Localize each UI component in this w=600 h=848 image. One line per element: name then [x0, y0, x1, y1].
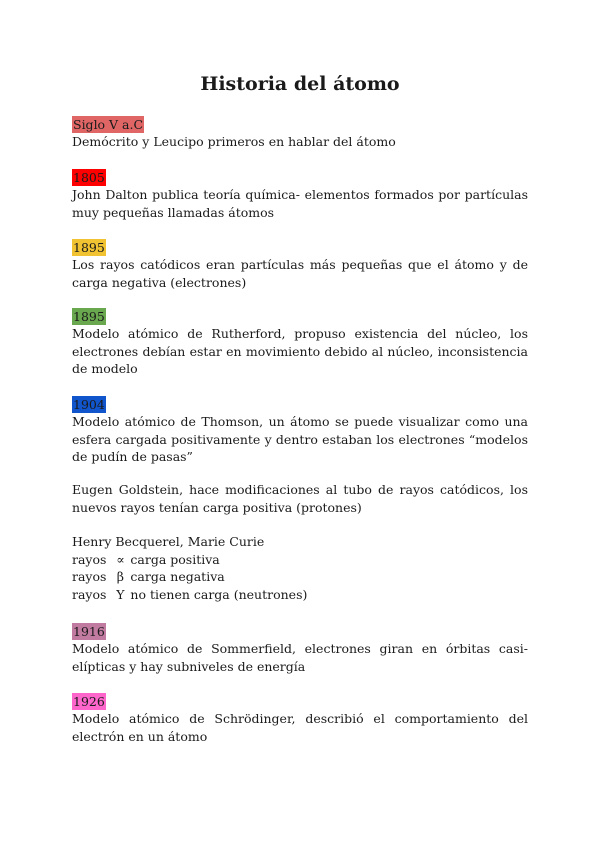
timeline-entry	[72, 306, 528, 378]
ray-prefix: rayos	[72, 586, 107, 602]
timeline-entry	[72, 167, 528, 221]
year-label: 1895	[73, 240, 105, 255]
entry-text: Demócrito y Leucipo primeros en hablar del átomo	[72, 134, 396, 149]
ray-desc: carga positiva	[130, 551, 220, 567]
becquerel-block	[72, 533, 528, 603]
ray-line	[72, 586, 528, 604]
year-label: 1926	[73, 694, 105, 709]
entry-text: John Dalton publica teoría química- elementos formados por partículas muy pequeñas llamadas átomos	[72, 187, 528, 220]
timeline-entry	[72, 691, 528, 745]
entry-text: Modelo atómico de Rutherford, propuso existencia del núcleo, los electrones debían estar en movimiento debido al núcleo, inconsistencia de modelo	[72, 326, 528, 376]
era-label: Siglo V a.C	[73, 117, 144, 132]
ray-desc: no tienen carga (neutrones)	[130, 586, 308, 602]
ray-prefix: rayos	[72, 569, 107, 584]
ray-line	[72, 551, 528, 569]
year-label: 1904	[73, 397, 105, 412]
entry-text: Modelo atómico de Sommerfield, electrones giran en órbitas casi-elípticas y hay subniveles de energía	[72, 641, 528, 674]
beta-symbol: β	[116, 569, 125, 584]
year-label: 1805	[73, 170, 105, 185]
goldstein-block	[72, 481, 528, 516]
entry-text: Modelo atómico de Thomson, un átomo se puede visualizar como una esfera cargada positivamente y dentro estaban los electrones “modelos de pudín de pasas”	[72, 414, 528, 464]
timeline-entry	[72, 621, 528, 675]
alpha-symbol: ∝	[116, 551, 125, 567]
page-title: Historia del átomo	[200, 73, 400, 95]
timeline-entry	[72, 237, 528, 291]
goldstein-text: Eugen Goldstein, hace modificaciones al tubo de rayos catódicos, los nuevos rayos tenían carga positiva (protones)	[72, 482, 528, 515]
timeline-entry	[72, 114, 528, 151]
timeline-entry	[72, 394, 528, 466]
ray-prefix: rayos	[72, 551, 107, 567]
year-label: 1895	[73, 309, 105, 324]
entry-text: Los rayos catódicos eran partículas más pequeñas que el átomo y de carga negativa (electrones)	[72, 257, 528, 290]
year-label: 1916	[73, 624, 105, 639]
becquerel-heading: Henry Becquerel, Marie Curie	[72, 534, 265, 549]
entry-text: Modelo atómico de Schrödinger, describió el comportamiento del electrón en un átomo	[72, 711, 528, 744]
ray-desc: carga negativa	[130, 569, 225, 584]
ray-line	[72, 568, 528, 586]
gamma-symbol: Y	[116, 586, 125, 602]
